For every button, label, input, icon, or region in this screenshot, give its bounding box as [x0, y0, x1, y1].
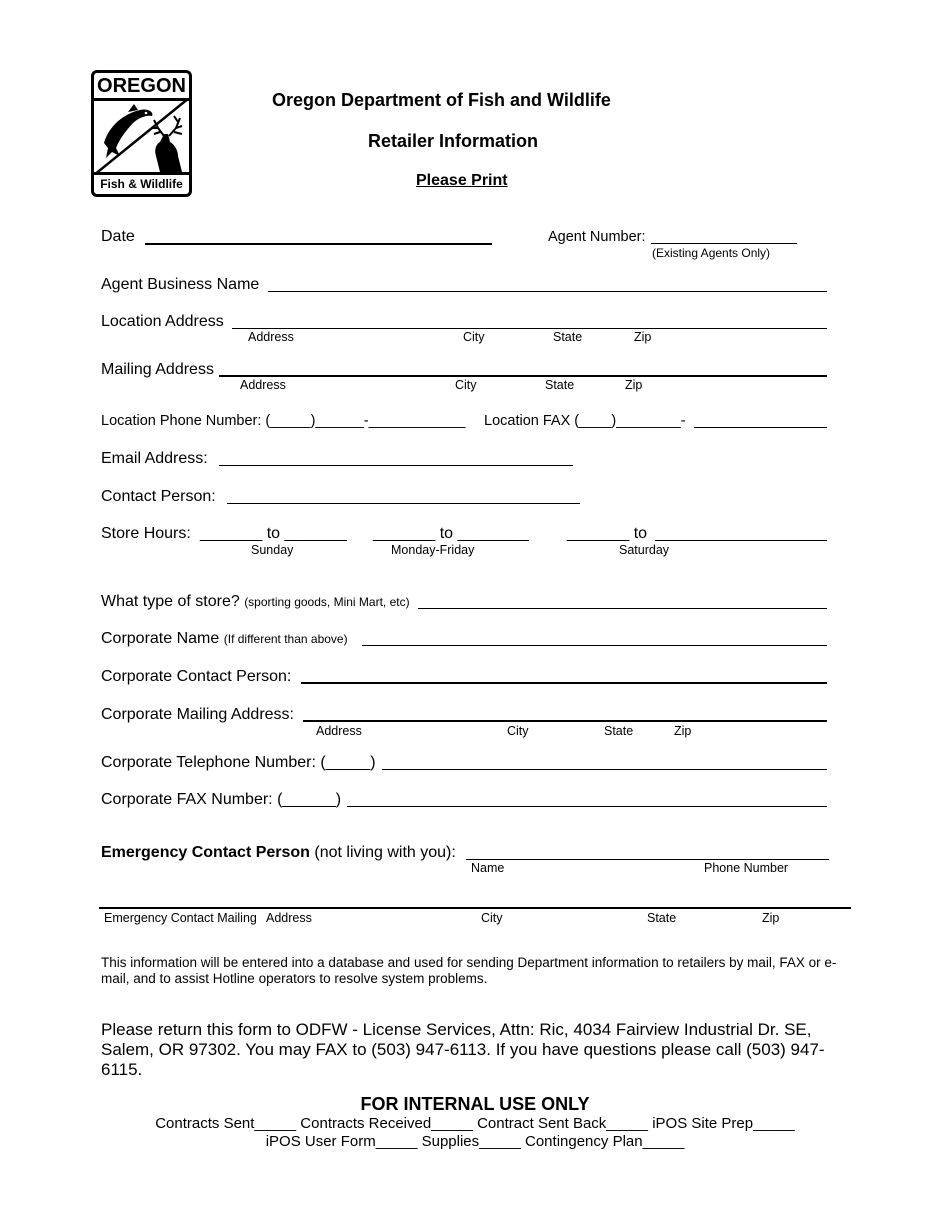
mailing-address-label: Mailing Address: [101, 361, 214, 378]
corporate-name-label: [101, 630, 348, 648]
day-weekday: Monday-Friday: [391, 543, 475, 557]
internal-use-line-2: iPOS User Form_____ Supplies_____ Contingency Plan_____: [265, 1133, 685, 1150]
date-label: Date: [101, 228, 135, 245]
corp-sub-city: City: [507, 724, 529, 738]
corp-sub-zip: Zip: [674, 724, 692, 738]
location-fax-field[interactable]: [694, 427, 827, 428]
emergency-mailing-zip: Zip: [762, 911, 780, 925]
corporate-fax-field[interactable]: [347, 806, 827, 807]
database-note: This information will be entered into a database and used for sending Department information to retailers by mail, FAX or e-mail, and to assist Hotline operators to resolve system problems.: [101, 955, 837, 986]
email-label: Email Address:: [101, 450, 208, 467]
agent-number-note: (Existing Agents Only): [652, 246, 771, 260]
location-address-field[interactable]: [232, 328, 827, 329]
please-print-note: Please Print: [416, 172, 508, 189]
corporate-mailing-field[interactable]: [303, 720, 827, 722]
hours-sunday-field[interactable]: _______ to _______: [200, 525, 347, 542]
corp-sub-address: Address: [316, 724, 362, 738]
emergency-mailing-state: State: [647, 911, 677, 925]
location-sub-state: State: [553, 330, 583, 344]
mailing-sub-city: City: [455, 378, 477, 392]
hours-saturday-field[interactable]: [655, 540, 827, 541]
corporate-name-text: Corporate Name: [101, 630, 220, 647]
corporate-phone-field[interactable]: [382, 769, 827, 770]
day-sunday: Sunday: [251, 543, 294, 557]
mailing-address-field[interactable]: [219, 375, 827, 377]
location-sub-zip: Zip: [634, 330, 652, 344]
emergency-mailing-address: Address: [266, 911, 312, 925]
emergency-mailing-city: City: [481, 911, 503, 925]
logo-bottom-text: Fish & Wildlife: [94, 172, 189, 194]
fish-and-elk-icon: [94, 98, 189, 175]
corporate-contact-field[interactable]: [301, 682, 827, 684]
corporate-name-hint: (If different than above): [223, 632, 348, 646]
emergency-contact-rest: (not living with you):: [314, 844, 456, 861]
date-field[interactable]: [145, 243, 492, 245]
internal-use-heading: FOR INTERNAL USE ONLY: [360, 1094, 590, 1114]
corporate-mailing-label: Corporate Mailing Address:: [101, 706, 294, 723]
emergency-contact-bold: Emergency Contact Person: [101, 844, 310, 861]
store-type-hint: (sporting goods, Mini Mart, etc): [244, 595, 410, 609]
logo-top-text: OREGON: [94, 73, 189, 101]
contact-person-label: Contact Person:: [101, 488, 216, 505]
emergency-contact-field[interactable]: [466, 859, 829, 860]
hours-saturday-label: _______ to: [567, 525, 648, 542]
day-saturday: Saturday: [619, 543, 670, 557]
business-name-label: Agent Business Name: [101, 276, 260, 293]
corporate-fax-label: Corporate FAX Number: (______): [101, 791, 342, 808]
corporate-name-field[interactable]: [362, 645, 827, 646]
location-fax-label: Location FAX (____)________-: [484, 413, 686, 429]
mailing-sub-state: State: [545, 378, 575, 392]
agent-number-field[interactable]: [651, 243, 797, 244]
business-name-field[interactable]: [268, 291, 827, 292]
store-type-label: [101, 593, 410, 611]
agent-number-label: Agent Number:: [548, 229, 646, 245]
corporate-contact-label: Corporate Contact Person:: [101, 668, 292, 685]
email-field[interactable]: [219, 465, 573, 466]
internal-use-line-1: Contracts Sent_____ Contracts Received_____ Contract Sent Back_____ iPOS Site Prep_____: [155, 1115, 795, 1132]
location-phone-field[interactable]: Location Phone Number: (_____)______-____________: [101, 413, 466, 429]
store-type-text: What type of store?: [101, 593, 240, 610]
emergency-name-sub: Name: [471, 861, 505, 875]
location-address-label: Location Address: [101, 313, 224, 330]
corp-sub-state: State: [604, 724, 634, 738]
emergency-contact-label: [101, 844, 456, 862]
form-title: Retailer Information: [368, 131, 539, 151]
corporate-phone-label: Corporate Telephone Number: (_____): [101, 754, 376, 771]
emergency-mailing-field[interactable]: [99, 907, 851, 909]
location-sub-city: City: [463, 330, 485, 344]
mailing-sub-zip: Zip: [625, 378, 643, 392]
emergency-mailing-label: Emergency Contact Mailing: [104, 911, 257, 925]
store-hours-label: Store Hours:: [101, 525, 191, 542]
location-sub-address: Address: [248, 330, 294, 344]
return-instructions: Please return this form to ODFW - License Services, Attn: Ric, 4034 Fairview Industrial Dr. SE, Salem, OR 97302. You may FAX to (503) 947-6113. If you have questions please call (503) 947-6115.: [101, 1020, 825, 1079]
agency-title: Oregon Department of Fish and Wildlife: [272, 90, 611, 110]
hours-weekday-field[interactable]: _______ to ________: [373, 525, 529, 542]
odfw-logo: [91, 70, 192, 197]
emergency-phone-sub: Phone Number: [704, 861, 789, 875]
mailing-sub-address: Address: [240, 378, 286, 392]
store-type-field[interactable]: [418, 608, 827, 609]
contact-person-field[interactable]: [227, 503, 580, 504]
